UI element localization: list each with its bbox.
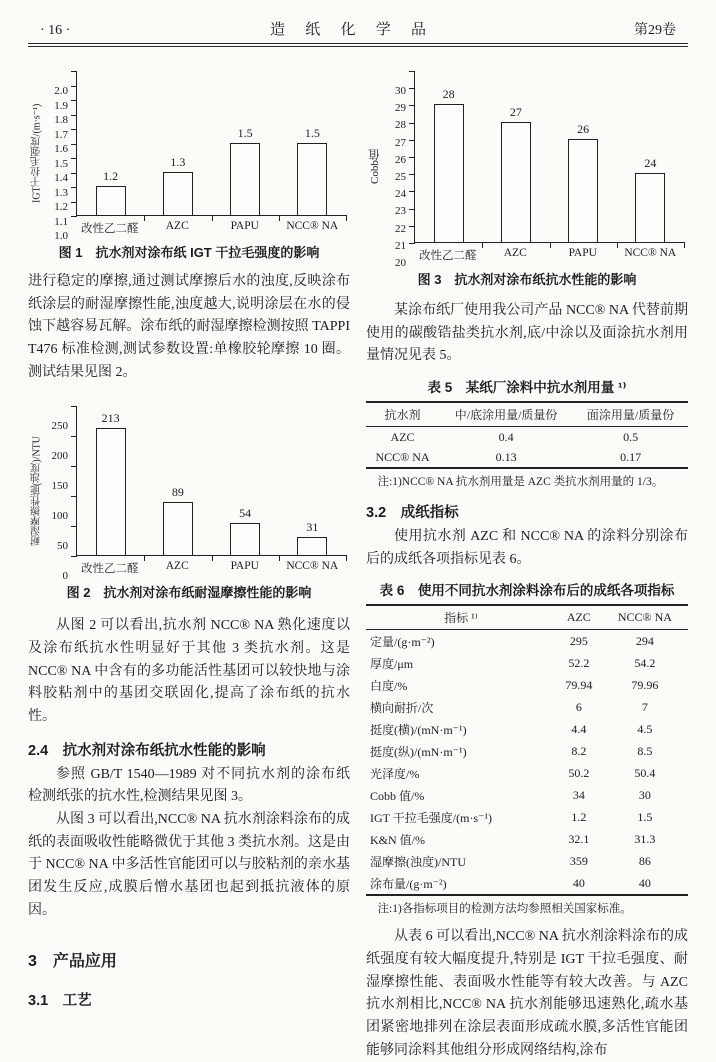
cell-value: 8.5 — [637, 743, 653, 758]
y-tick-mark — [71, 496, 77, 497]
cell-value: 52.2 — [568, 655, 590, 670]
bar — [297, 143, 327, 216]
paragraph: 某涂布纸厂使用我公司产品 NCC® NA 代替前期使用的碳酸锆盐类抗水剂,底/中涂以及面涂抗水剂用量情况见表 5。 — [366, 303, 688, 364]
x-category-labels — [414, 247, 684, 263]
y-tick-mark — [71, 202, 77, 203]
y-tick-mark — [71, 158, 77, 159]
table-row — [366, 872, 688, 895]
bar — [230, 143, 260, 216]
cell-value: 7 — [641, 699, 648, 714]
bar-value-label: 89 — [171, 484, 184, 499]
bar — [96, 186, 126, 215]
bar — [434, 104, 464, 242]
right-column — [366, 55, 688, 1062]
paragraph: 从图 3 可以看出,NCC® NA 抗水剂涂料涂布的成纸的表面吸收性能略微优于其他 3 类抗水剂。这是由于 NCC® NA 中多活性官能团可以与胶粘剂的亲水基团发生反应,成膜后憎水基团也起到抵抗液体的原因。 — [28, 812, 350, 918]
cell-value: 50.2 — [568, 765, 590, 780]
table-6-title: 表 6 使用不同抗水剂涂料涂布后的成纸各项指标 — [379, 583, 675, 599]
y-tick-mark — [71, 71, 77, 72]
y-tick-mark — [71, 86, 77, 87]
x-category-labels — [76, 220, 346, 236]
cell-value: 79.96 — [631, 677, 659, 692]
journal-title: 造 纸 化 学 品 — [270, 22, 435, 38]
y-tick-label: 100 — [51, 510, 68, 523]
y-tick-label: 24 — [395, 188, 406, 201]
row-label: AZC — [390, 429, 415, 444]
y-tick-label: 1.5 — [54, 157, 68, 170]
y-tick-label: 1.1 — [54, 215, 68, 228]
y-tick-label: 27 — [395, 136, 406, 149]
x-category-label: AZC — [503, 247, 527, 259]
cell-value: 0.17 — [620, 449, 642, 464]
table-row — [366, 850, 688, 872]
y-tick-mark — [71, 466, 77, 467]
y-tick-label: 1.6 — [54, 143, 68, 155]
y-tick-mark — [409, 105, 415, 106]
x-category-label: AZC — [165, 220, 189, 232]
cell-value: 54.2 — [634, 655, 656, 670]
plot-area — [76, 71, 346, 216]
y-tick-label: 150 — [51, 480, 68, 493]
header-divider — [28, 43, 688, 47]
y-tick-label: 20 — [395, 257, 406, 269]
y-tick-label: 25 — [395, 171, 406, 183]
y-tick-mark — [71, 144, 77, 145]
row-label: 湿摩擦(浊度)/NTU — [370, 854, 466, 869]
y-tick-mark — [71, 187, 77, 188]
plot-area — [76, 406, 346, 556]
y-tick-label: 28 — [395, 119, 406, 132]
bar-value-label: 28 — [442, 87, 455, 102]
x-category-label: PAPU — [230, 560, 259, 573]
y-tick-mark — [71, 406, 77, 407]
x-tick-mark — [212, 555, 213, 561]
bar — [297, 537, 327, 556]
y-tick-label: 30 — [395, 85, 406, 97]
column-header: 指标 ¹⁾ — [366, 605, 556, 630]
y-tick-mark — [409, 191, 415, 192]
y-tick-label: 1.4 — [54, 172, 68, 184]
figure-1-caption: 图 1 抗水剂对涂布纸 IGT 干拉毛强度的影响 — [58, 245, 320, 260]
row-label: 涂布量/(g·m⁻²) — [370, 876, 447, 891]
y-tick-mark — [409, 174, 415, 175]
x-category-label: 改性乙二醛 — [419, 250, 477, 262]
y-tick-label: 1.9 — [54, 99, 68, 112]
y-tick-mark — [409, 71, 415, 72]
cell-value: 34 — [572, 787, 585, 802]
x-category-label: NCC® NA — [286, 560, 339, 573]
row-label: K&N 值/% — [370, 832, 425, 847]
x-category-label: NCC® NA — [624, 247, 677, 259]
y-tick-label: 200 — [51, 450, 68, 463]
figure-1-chart — [28, 59, 350, 242]
table-row — [366, 447, 688, 468]
y-tick-label: 0 — [62, 570, 68, 583]
table-row — [366, 784, 688, 806]
row-label: 横向耐折/次 — [370, 700, 434, 715]
cell-value: 295 — [569, 633, 588, 648]
y-tick-mark — [71, 436, 77, 437]
table-row — [366, 652, 688, 674]
paragraph: 从表 6 可以看出,NCC® NA 抗水剂涂料涂布的成纸强度有较大幅度提升,特别是 IGT 干拉毛强度、耐湿摩擦性能、表面吸水性能等有较大改善。与 AZC 抗水剂相比,NCC® NA 抗水剂能够迅速熟化,疏水基团紧密地排列在涂层表面形成疏水膜,多活性官能团能够同涂料其他组分形成网络结构,涂布 — [366, 929, 688, 1058]
y-tick-mark — [409, 123, 415, 124]
cell-value: 0.5 — [623, 429, 639, 444]
y-axis-label: Cobb值 — [369, 149, 381, 185]
figure-3-caption: 图 3 抗水剂对涂布纸抗水性能的影响 — [417, 272, 637, 287]
y-axis-ticks — [384, 85, 414, 269]
paragraph: 参照 GB/T 1540—1989 对不同抗水剂的涂布纸检测纸张的抗水性,检测结果见图 3。 — [28, 766, 350, 805]
y-axis-label: 耐湿摩擦性能(浊度)/NTU — [31, 436, 43, 547]
bar — [163, 502, 193, 555]
cell-value: 40 — [572, 875, 585, 890]
y-tick-mark — [71, 526, 77, 527]
x-tick-mark — [279, 215, 280, 221]
bar — [96, 428, 126, 556]
paragraph: 进行稳定的摩擦,通过测试摩擦后水的浊度,反映涂布纸涂层的耐湿摩擦性能,浊度越大,说明涂层在水的侵蚀下越容易瓦解。涂布纸的耐湿摩擦检测按照 TAPPI T476 标准检测,测试参数设置:单橡胶轮摩擦 10 圈。测试结果见图 2。 — [28, 274, 350, 380]
bar — [163, 172, 193, 216]
x-tick-mark — [279, 555, 280, 561]
y-tick-mark — [409, 226, 415, 227]
table-5 — [366, 401, 688, 469]
table-row — [366, 427, 688, 448]
cell-value: 1.2 — [571, 809, 587, 824]
y-tick-label: 1.3 — [54, 186, 68, 199]
left-column — [28, 55, 350, 1062]
y-tick-mark — [409, 243, 415, 244]
x-tick-mark — [684, 242, 685, 248]
section-heading-3: 3 产品应用 — [28, 953, 117, 971]
x-tick-mark — [212, 215, 213, 221]
cell-value: 31.3 — [634, 831, 656, 846]
x-category-labels — [76, 560, 346, 576]
y-tick-label: 250 — [51, 420, 68, 433]
table-row — [366, 674, 688, 696]
figure-3-chart — [366, 59, 688, 269]
figure-2-caption: 图 2 抗水剂对涂布纸耐湿摩擦性能的影响 — [66, 585, 312, 601]
row-label: NCC® NA — [375, 449, 430, 464]
figure-1 — [28, 59, 350, 261]
y-tick-mark — [409, 209, 415, 210]
column-header: 抗水剂 — [366, 402, 439, 427]
y-tick-label: 26 — [395, 153, 406, 166]
table-header-row — [366, 605, 688, 630]
volume-label: 第29卷 — [634, 23, 676, 38]
cell-value: 32.1 — [568, 831, 590, 846]
bar-value-label: 1.5 — [237, 125, 253, 140]
x-tick-mark — [144, 215, 145, 221]
y-tick-label: 21 — [395, 239, 406, 252]
x-category-label: 改性乙二醛 — [81, 223, 139, 235]
x-category-label: 改性乙二醛 — [81, 563, 139, 576]
y-axis-ticks — [46, 420, 76, 583]
row-label: Cobb 值/% — [370, 788, 425, 803]
table-6-note: 注:1)各指标项目的检测方法均参照相关国家标准。 — [377, 903, 632, 916]
table-5-block — [366, 376, 688, 489]
y-tick-label: 1.0 — [54, 230, 68, 242]
y-tick-label: 23 — [395, 205, 406, 218]
row-label: 定量/(g·m⁻²) — [370, 634, 435, 649]
figure-2-chart — [28, 394, 350, 583]
bar-value-label: 1.2 — [103, 169, 119, 183]
bar-value-label: 24 — [644, 156, 657, 171]
column-header: NCC® NA — [602, 605, 688, 630]
row-label: 厚度/μm — [370, 656, 414, 671]
x-category-label: AZC — [165, 560, 189, 573]
bar — [230, 523, 260, 555]
table-5-title: 表 5 某纸厂涂料中抗水剂用量 ¹⁾ — [427, 380, 627, 396]
x-tick-mark — [346, 555, 347, 561]
cell-value: 40 — [638, 875, 651, 890]
y-tick-mark — [71, 129, 77, 130]
bar-value-label: 213 — [101, 410, 120, 425]
cell-value: 4.4 — [571, 721, 587, 736]
bar-value-label: 27 — [509, 104, 522, 119]
y-tick-label: 1.2 — [54, 201, 68, 213]
y-tick-label: 1.7 — [54, 128, 68, 141]
cell-value: 50.4 — [634, 765, 656, 780]
cell-value: 30 — [638, 787, 651, 802]
bar — [635, 173, 665, 242]
y-tick-mark — [71, 556, 77, 557]
column-header: 面涂用量/质量份 — [573, 402, 688, 427]
bar-value-label: 1.5 — [304, 125, 320, 140]
x-tick-mark — [346, 215, 347, 221]
cell-value: 8.2 — [571, 743, 587, 758]
x-tick-mark — [482, 242, 483, 248]
row-label: 挺度(纵)/(mN·m⁻¹) — [370, 744, 467, 759]
table-6 — [366, 604, 688, 896]
cell-value: 6 — [575, 699, 582, 714]
table-row — [366, 696, 688, 718]
plot-area — [414, 71, 684, 243]
table-row — [366, 740, 688, 762]
bar — [501, 122, 531, 242]
cell-value: 1.5 — [637, 809, 653, 824]
cell-value: 294 — [635, 633, 654, 648]
table-row — [366, 762, 688, 784]
bar-value-label: 26 — [577, 121, 590, 136]
y-tick-mark — [409, 140, 415, 141]
bar — [568, 139, 598, 242]
y-tick-mark — [71, 216, 77, 217]
row-label: IGT 干拉毛强度/(m·s⁻¹) — [370, 810, 493, 825]
y-tick-label: 2.0 — [54, 85, 68, 97]
y-axis-ticks — [46, 85, 76, 242]
row-label: 挺度(横)/(mN·m⁻¹) — [370, 722, 467, 737]
column-header: 中/底涂用量/质量份 — [439, 402, 573, 427]
y-tick-label: 50 — [57, 540, 68, 553]
cell-value: 359 — [569, 853, 588, 868]
y-tick-label: 1.8 — [54, 114, 68, 126]
row-label: 白度/% — [370, 678, 408, 693]
table-5-note: 注:1)NCC® NA 抗水剂用量是 AZC 类抗水剂用量的 1/3。 — [377, 476, 664, 489]
cell-value: 86 — [638, 853, 651, 868]
cell-value: 0.13 — [495, 449, 517, 464]
table-row — [366, 718, 688, 740]
bar-value-label: 31 — [306, 519, 319, 534]
x-category-label: PAPU — [230, 220, 259, 232]
page-number: · 16 · — [40, 23, 71, 38]
section-heading-2-4: 2.4 抗水剂对涂布纸抗水性能的影响 — [28, 742, 266, 759]
y-axis-label: IGT干拉毛强度/(m·s⁻¹) — [31, 103, 43, 204]
row-label: 光泽度/% — [370, 766, 420, 781]
section-heading-3-1: 3.1 工艺 — [28, 993, 92, 1010]
column-header: AZC — [556, 605, 602, 630]
bar-value-label: 54 — [239, 505, 252, 520]
cell-value: 4.5 — [637, 721, 653, 736]
bar-value-label: 1.3 — [170, 154, 186, 169]
y-tick-mark — [71, 100, 77, 101]
y-tick-label: 22 — [395, 222, 406, 235]
cell-value: 79.94 — [565, 677, 593, 692]
page-header — [0, 0, 716, 43]
table-header-row — [366, 402, 688, 427]
cell-value: 0.4 — [498, 429, 514, 444]
table-row — [366, 806, 688, 828]
y-tick-mark — [409, 157, 415, 158]
table-row — [366, 630, 688, 653]
x-category-label: PAPU — [568, 247, 597, 259]
section-heading-3-2: 3.2 成纸指标 — [366, 505, 459, 522]
table-6-block — [366, 579, 688, 916]
figure-3 — [366, 59, 688, 288]
y-tick-mark — [409, 88, 415, 89]
paragraph: 使用抗水剂 AZC 和 NCC® NA 的涂料分别涂布后的成纸各项指标见表 6。 — [366, 529, 688, 567]
x-tick-mark — [617, 242, 618, 248]
page-body — [0, 55, 716, 1062]
figure-2 — [28, 394, 350, 601]
y-tick-mark — [71, 115, 77, 116]
x-tick-mark — [144, 555, 145, 561]
x-tick-mark — [550, 242, 551, 248]
paragraph: 从图 2 可以看出,抗水剂 NCC® NA 熟化速度以及涂布纸抗水性明显好于其他 3 类抗水剂。这是 NCC® NA 中含有的多功能活性基团可以较快地与涂料胶粘剂中的基团交联固化,提高了涂布纸的抗水性。 — [28, 618, 350, 725]
y-tick-label: 29 — [395, 102, 406, 115]
x-category-label: NCC® NA — [286, 220, 339, 232]
table-row — [366, 828, 688, 850]
y-tick-mark — [71, 173, 77, 174]
